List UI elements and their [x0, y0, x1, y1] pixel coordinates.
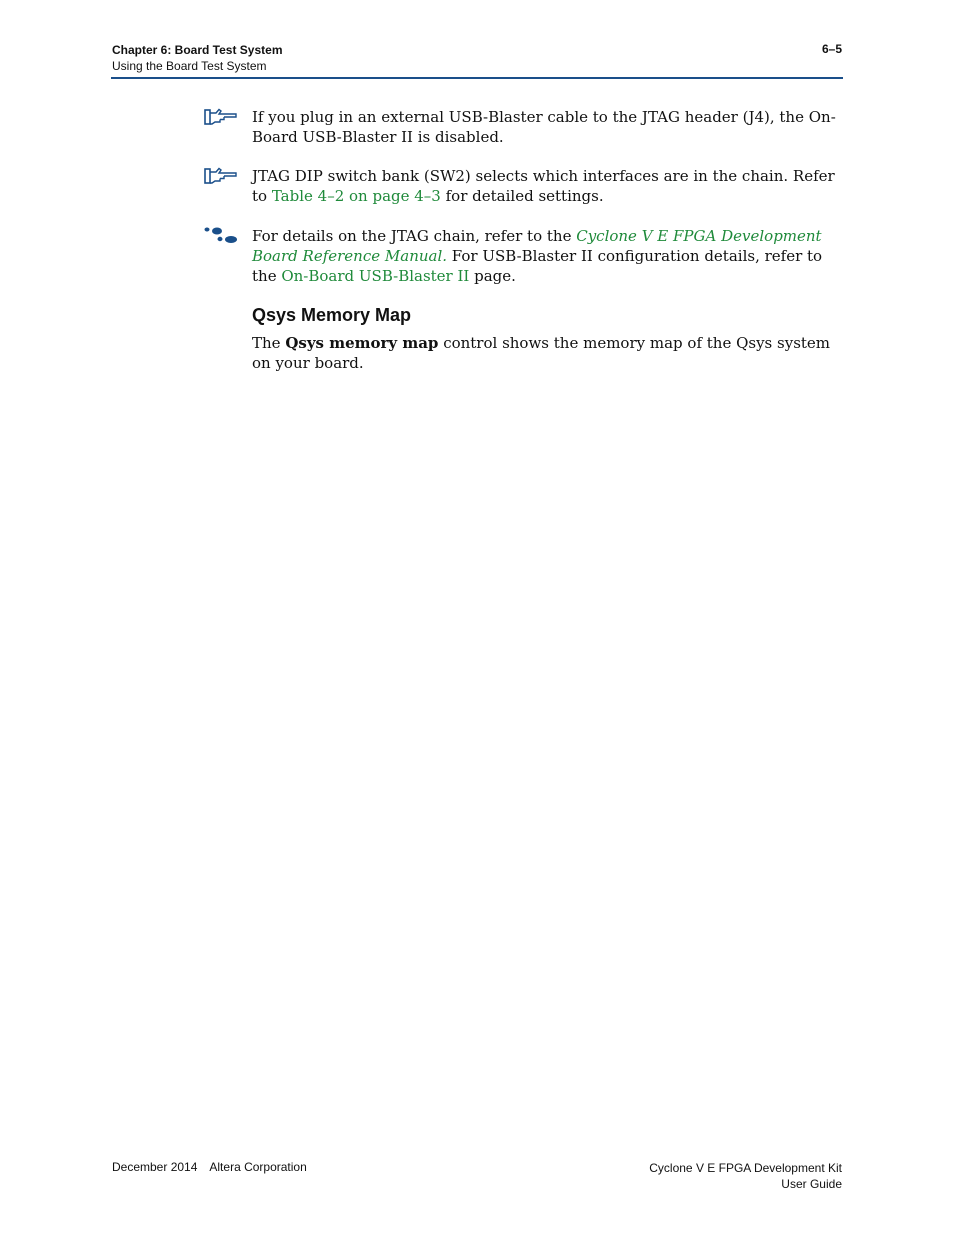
note-text: for detailed settings.	[440, 187, 604, 205]
body-text: The	[252, 334, 286, 352]
note-text: page.	[469, 267, 516, 285]
header-rule	[111, 77, 843, 79]
footprints-icon	[204, 226, 240, 248]
pointing-hand-icon	[204, 167, 238, 189]
note-text: For USB-Blaster II configuration details, refer to the	[252, 247, 823, 285]
section-title-header: Using the Board Test System	[112, 59, 267, 73]
note-text: For details on the JTAG chain, refer to the	[252, 227, 577, 245]
body-bold-term: Qsys memory map	[285, 334, 439, 352]
footer-doc-title: Cyclone V E FPGA Development Kit	[649, 1161, 842, 1175]
note-jtag-dip	[252, 166, 842, 206]
footer-left	[112, 1160, 307, 1174]
pointing-hand-icon	[204, 108, 238, 130]
footer-date: December 2014	[112, 1160, 198, 1174]
body-text: control shows the memory map of the Qsys system on your board.	[252, 334, 831, 372]
note-usb-blaster	[252, 107, 842, 147]
page-number: 6–5	[821, 42, 842, 56]
section-body	[252, 333, 842, 373]
note-jtag-chain	[252, 226, 842, 286]
note-text: JTAG DIP switch bank (SW2) selects which interfaces are in the chain. Refer to	[252, 167, 835, 205]
table-link[interactable]: Table 4–2 on page 4–3	[271, 187, 441, 205]
usb-blaster-page-link[interactable]: On-Board USB-Blaster II	[281, 267, 470, 285]
reference-manual-link[interactable]: Cyclone V E FPGA Development Board Reference Manual.	[252, 227, 822, 265]
footer-right	[649, 1160, 842, 1192]
section-heading: Qsys Memory Map	[252, 305, 412, 325]
note-text: If you plug in an external USB-Blaster cable to the JTAG header (J4), the On-Board USB-Blaster II is disabled.	[252, 108, 836, 146]
footer-company: Altera Corporation	[209, 1160, 307, 1174]
footer-doc-type: User Guide	[781, 1177, 842, 1191]
chapter-title: Chapter 6: Board Test System	[112, 43, 283, 57]
header-left	[112, 42, 283, 74]
